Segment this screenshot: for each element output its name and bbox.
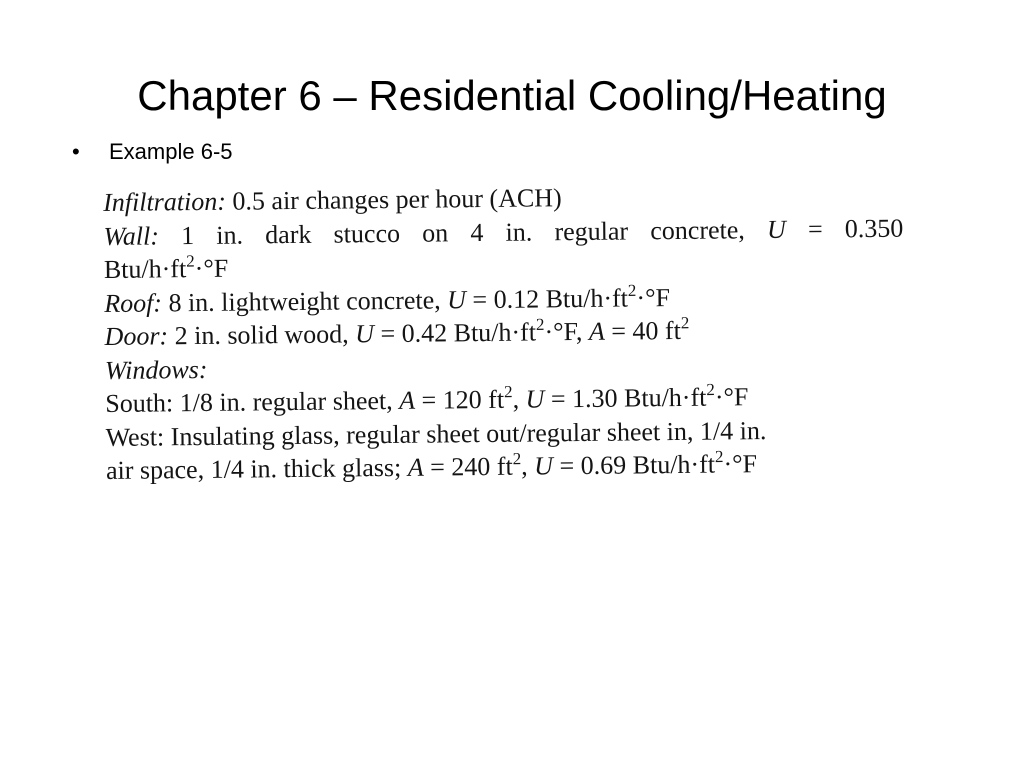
west-comma: ,: [521, 451, 528, 481]
roof-u-value: = 0.12 Btu/h·ft: [465, 283, 629, 314]
wall-u-equals: =: [807, 213, 823, 244]
windows-label: Windows:: [104, 354, 208, 385]
door-u-symbol: U: [355, 319, 375, 349]
wall-word: 1: [180, 220, 195, 250]
west-u-symbol: U: [534, 451, 554, 481]
superscript: 2: [186, 251, 195, 271]
wall-word: on: [422, 217, 449, 248]
south-comma: ,: [512, 384, 520, 414]
superscript: 2: [503, 382, 513, 402]
door-mid: ·°F,: [544, 316, 583, 347]
bullet-item: [72, 138, 233, 166]
superscript: 2: [535, 314, 545, 334]
infiltration-label: Infiltration:: [103, 186, 227, 217]
roof-unit-post: ·°F: [636, 282, 671, 312]
wall-word: regular: [554, 216, 629, 246]
door-u-value: = 0.42 Btu/h·ft: [373, 317, 537, 349]
south-unit-post: ·°F: [714, 382, 749, 412]
door-text: 2 in. solid wood,: [174, 319, 349, 351]
roof-label: Roof:: [104, 287, 163, 318]
superscript: 2: [706, 380, 715, 400]
wall-word: stucco: [333, 218, 401, 249]
superscript: 2: [714, 446, 724, 467]
wall-word: 4: [470, 217, 484, 247]
west-window-text-2: air space, 1/4 in. thick glass;: [105, 452, 402, 485]
bullet-marker: •: [72, 139, 80, 164]
example-specification-image: [103, 177, 921, 487]
wall-word: dark: [265, 219, 312, 249]
wall-u-value: 0.350: [844, 213, 904, 243]
wall-unit-post: ·°F: [194, 253, 229, 284]
wall-label: Wall:: [103, 220, 160, 251]
wall-u-symbol: U: [766, 214, 786, 244]
wall-word: concrete,: [650, 214, 745, 245]
west-a-symbol: A: [407, 452, 424, 482]
south-u-value: = 1.30 Btu/h·ft: [544, 382, 707, 414]
infiltration-text: 0.5 air changes per hour (ACH): [232, 183, 562, 216]
wall-word: in.: [216, 220, 244, 250]
roof-text: 8 in. lightweight concrete,: [168, 284, 441, 317]
west-u-value: = 0.69 Btu/h·ft: [552, 449, 716, 481]
west-window-line-2: [106, 445, 921, 487]
wall-word: in.: [505, 217, 533, 247]
west-a-value: = 240 ft: [423, 451, 513, 482]
west-unit-post: ·°F: [723, 449, 758, 479]
wall-unit: Btu/h·ft: [103, 254, 187, 284]
south-u-symbol: U: [525, 384, 545, 414]
superscript: 2: [680, 313, 690, 333]
door-a-symbol: A: [588, 316, 605, 346]
door-label: Door:: [104, 321, 169, 351]
superscript: 2: [512, 449, 522, 469]
west-window-text: West: Insulating glass, regular sheet out/regular sheet in, 1/4 in.: [105, 415, 767, 452]
slide-title: Chapter 6 – Residential Cooling/Heating: [137, 72, 887, 119]
superscript: 2: [627, 280, 637, 300]
south-window-text: South: 1/8 in. regular sheet,: [105, 385, 393, 418]
door-a-value: = 40 ft: [604, 315, 681, 346]
south-a-value: = 120 ft: [414, 384, 505, 415]
south-a-symbol: A: [399, 385, 416, 415]
bullet-text: Example 6-5: [109, 139, 233, 164]
roof-u-symbol: U: [447, 284, 467, 314]
